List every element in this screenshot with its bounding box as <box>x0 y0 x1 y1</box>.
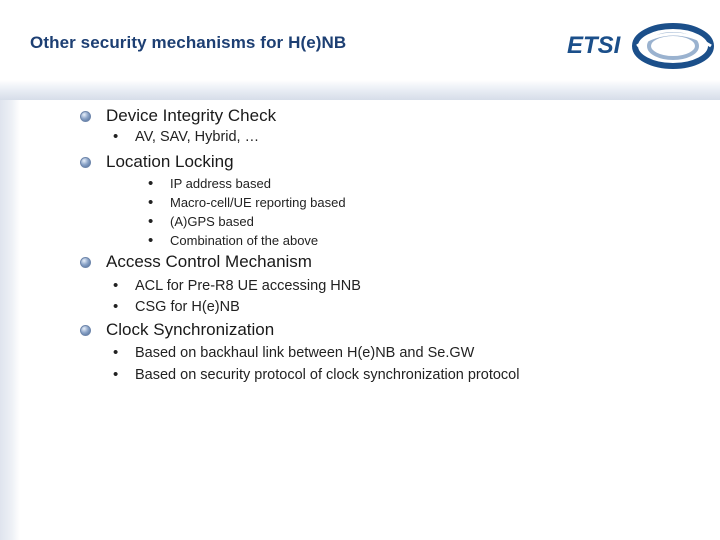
dot-bullet: • <box>148 232 154 249</box>
sphere-bullet-icon <box>80 325 91 336</box>
section-device-integrity <box>80 106 276 126</box>
list-item: • Macro-cell/UE reporting based <box>148 194 346 211</box>
dot-bullet: • <box>113 128 119 145</box>
dot-bullet: • <box>113 344 119 361</box>
section-location-locking <box>80 152 234 172</box>
sphere-bullet-icon <box>80 257 91 268</box>
list-item: • CSG for H(e)NB <box>113 298 240 315</box>
sphere-bullet-icon <box>80 157 91 168</box>
dot-bullet: • <box>113 366 119 383</box>
section-access-control <box>80 252 312 272</box>
dot-bullet: • <box>148 194 154 211</box>
list-item: • (A)GPS based <box>148 213 254 230</box>
list-item: • Based on backhaul link between H(e)NB and Se.GW <box>113 344 475 361</box>
list-item: • Combination of the above <box>148 232 319 249</box>
list-item: • IP address based <box>148 175 271 192</box>
slide-title: Other security mechanisms for H(e)NB <box>30 33 347 52</box>
dot-bullet: • <box>113 277 119 294</box>
etsi-logo-text: ETSI <box>567 32 621 59</box>
section-heading: Clock Synchronization <box>106 320 275 339</box>
sphere-bullet-icon <box>80 111 91 122</box>
section-heading: Access Control Mechanism <box>106 252 312 271</box>
list-item: • Based on security protocol of clock synchronization protocol <box>113 366 520 383</box>
section-heading: Location Locking <box>106 152 234 171</box>
dot-bullet: • <box>148 213 154 230</box>
list-item: • ACL for Pre-R8 UE accessing HNB <box>113 277 361 294</box>
section-heading: Device Integrity Check <box>106 106 277 125</box>
list-item: • AV, SAV, Hybrid, … <box>113 128 260 145</box>
dot-bullet: • <box>148 175 154 192</box>
section-clock-sync <box>80 320 274 340</box>
dot-bullet: • <box>113 298 119 315</box>
